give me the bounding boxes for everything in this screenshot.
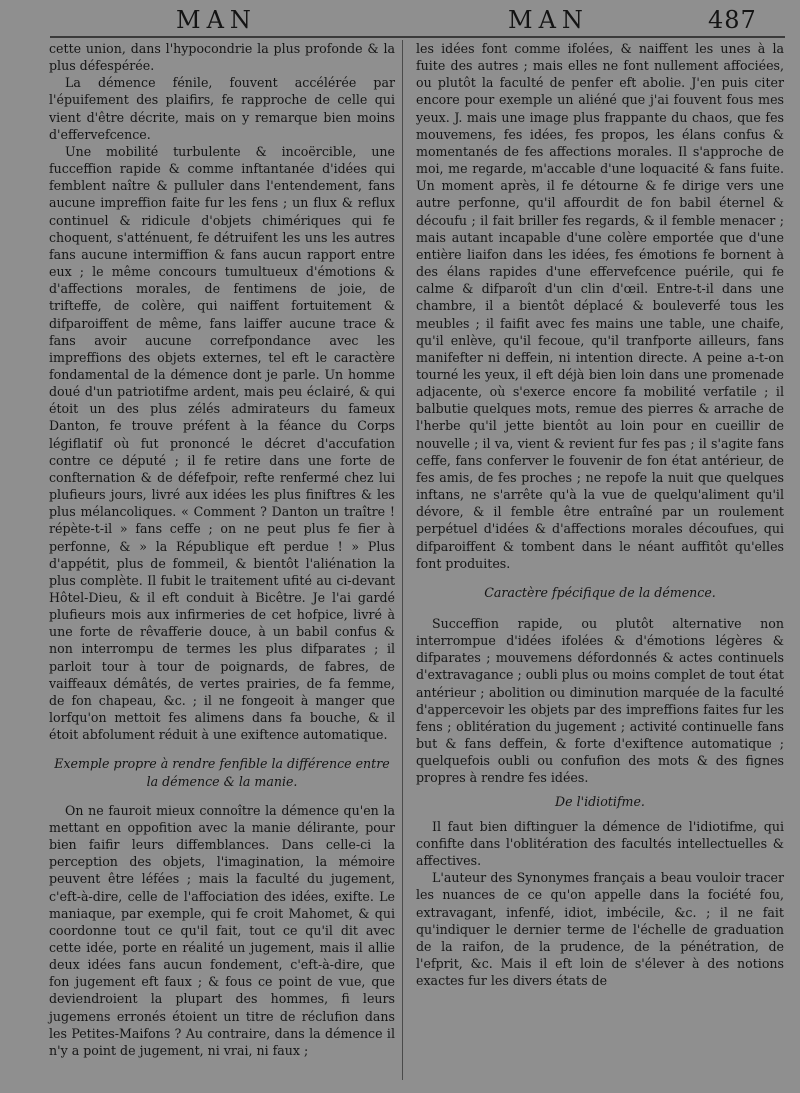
header-rule (50, 36, 785, 38)
header-right-title: MAN (508, 6, 589, 34)
right-paragraph-1: les idées font comme ifolées, & naiffent les unes à la fuite des autres ; mais elles ne font nullement affociées, ou plutôt la faculté de penfer eft abolie. J'en puis citer encore pour exemple un aliéné que j'ai fouvent fous mes yeux. J. mais une image plus frappante du chaos, que fes mouvemens, fes idées, fes propos, les élans confus & momentanés de fes affections morales. Il s'approche de moi, me regarde, m'accable d'une loquacité & fans fuite. Un moment après, il fe détourne & fe dirige vers une autre perfonne, qu'il affourdit de fon babil éternel & découfu ; il fait briller fes regards, & il femble menacer ; mais autant incapable d'une colère emportée que d'une entière liaifon dans les idées, fes émotions fe bornent à des élans rapides d'une effervefcence puérile, qui fe calme & difparoît d'un clin d'œil. Entre-t-il dans une chambre, il a bientôt déplacé & bouleverfé tous les meubles ; il faifit avec fes mains une table, une chaife, qu'il enlève, qu'il fecoue, qu'il tranfporte ailleurs, fans manifefter ni deffein, ni intention directe. A peine a-t-on tourné les yeux, il eft déjà bien loin dans une promenade adjacente, où s'exerce encore fa mobilité verfatile ; il balbutie quelques mots, remue des pierres & arrache de l'herbe qu'il jette bientôt au loin pour en cueillir de nouvelle ; il va, vient & revient fur fes pas ; il s'agite fans ceffe, fans conferver le fouvenir de fon état antérieur, de fes amis, de fes proches ; ne repofe la nuit que quelques inftans, ne s'arrête qu'à la vue de quelqu'aliment qu'il dévore, & il femble être entraîné par un roulement perpétuel d'idées & d'affections morales découfues, qui difparoiffent & tombent dans le néant auffitôt qu'elles font produites. (416, 41, 784, 571)
left-paragraph-1: cette union, dans l'hypocondrie la plus profonde & la plus défespérée. (49, 41, 395, 74)
column-divider (402, 40, 403, 1080)
header-left-title: MAN (176, 6, 257, 34)
section-heading-caractere: Caractère fpécifique de la démence. (484, 584, 716, 600)
right-column (416, 40, 784, 989)
left-paragraph-3: Une mobilité turbulente & incoërcible, une fucceffion rapide & comme inftantanée d'idées qui femblent naître & pulluler dans l'entendement, fans aucune impreffion faite fur les fens ; un flux & reflux continuel & ridicule d'objets chimériques qui fe choquent, s'atténuent, fe détruifent les uns les autres fans aucune intermiffion & fans aucun rapport entre eux ; le même concours tumultueux d'émotions & d'affections morales, de fentimens de joie, de trifteffe, de colère, qui naiffent fortuitement & difparoiffent de même, fans laiffer aucune trace & fans avoir aucune correfpondance avec les impreffions des objets externes, tel eft le caractère fondamental de la démence dont je parle. Un homme doué d'un patriotifme ardent, mais peu éclairé, & qui étoit un des plus zélés admirateurs du fameux Danton, fe trouve préfent à la féance du Corps légiflatif où fut prononcé le décret d'accufation contre ce député ; il fe retire dans une forte de confternation & de défefpoir, refte renfermé chez lui plufieurs jours, livré aux idées les plus finiftres & les plus mélancoliques. « Comment ? Danton un traître ! répète-t-il » fans ceffe ; on ne peut plus fe fier à perfonne, & » la République eft perdue ! » Plus d'appétit, plus de fommeil, & bientôt l'aliénation la plus complète. Il fubit le traitement ufité au ci-devant Hôtel-Dieu, & il eft conduit à Bicêtre. Je l'ai gardé plufieurs mois aux infirmeries de cet hofpice, livré à une forte de rêvafferie douce, à un babil confus & non interrompu de termes les plus difparates ; il parloit tour à tour de poignards, de fabres, de vaiffeaux démâtés, de vertes prairies, de fa femme, de fon chapeau, &c. ; il ne fongeoit à manger que lorfqu'on mettoit fes alimens dans fa bouche, & il étoit abfolument réduit à une exiftence automatique. (49, 143, 395, 743)
page-number: 487 (708, 6, 757, 34)
right-paragraph-2: Succeffion rapide, ou plutôt alternative non interrompue d'idées ifolées & d'émotions légères & difparates ; mouvemens défordonnés & actes continuels d'extravagance ; oubli plus ou moins complet de tout état antérieur ; abolition ou diminution marquée de la faculté d'appercevoir les objets par des impreffions faites fur les fens ; oblitération du jugement ; activité continuelle fans but & fans deffein, & forte d'exiftence automatique ; quelquefois oubli ou confufion des mots & des fignes propres à rendre fes idées. (416, 616, 784, 786)
running-header (0, 6, 800, 38)
left-paragraph-4: On ne fauroit mieux connoître la démence qu'en la mettant en oppofition avec la manie délirante, pour bien faifir leurs diffemblances. Dans celle-ci la perception des objets, l'imagination, la mémoire peuvent être léfées ; mais la faculté du jugement, c'eft-à-dire, celle de l'affociation des idées, exifte. Le maniaque, par exemple, qui fe croit Mahomet, & qui coordonne tout ce qu'il fait, tout ce qu'il dit avec cette idée, porte en réalité un jugement, mais il allie deux idées fans aucun fondement, c'eft-à-dire, que fon jugement eft faux ; & fous ce point de vue, que deviendroient la plupart des hommes, fi leurs jugemens erronés étoient un titre de réclufion dans les Petites-Maifons ? Au contraire, dans la démence il n'y a point de jugement, ni vrai, ni faux ; (49, 802, 395, 1058)
section-heading-example: Exemple propre à rendre fenfible la différence entre la démence & la manie. (54, 756, 390, 789)
right-paragraph-3: Il faut bien diftinguer la démence de l'idiotifme, qui confifte dans l'oblitération des facultés intellectuelles & affectives. (416, 818, 784, 869)
left-column (49, 40, 395, 1059)
right-paragraph-4: L'auteur des Synonymes français a beau vouloir tracer les nuances de ce qu'on appelle dans la fociété fou, extravagant, infenfé, idiot, imbécile, &c. ; il ne fait qu'indiquer le dernier terme de l'échelle de graduation de la raifon, de la prudence, de la pénétration, de l'efprit, &c. Mais il eft loin de s'élever à des notions exactes fur les divers états de (416, 870, 784, 989)
left-paragraph-2: La démence fénile, fouvent accélérée par l'épuifement des plaifirs, fe rapproche de celle qui vient d'être décrite, mais on y remarque bien moins d'effervefcence. (49, 75, 395, 142)
section-heading-idiotisme: De l'idiotifme. (555, 793, 645, 809)
